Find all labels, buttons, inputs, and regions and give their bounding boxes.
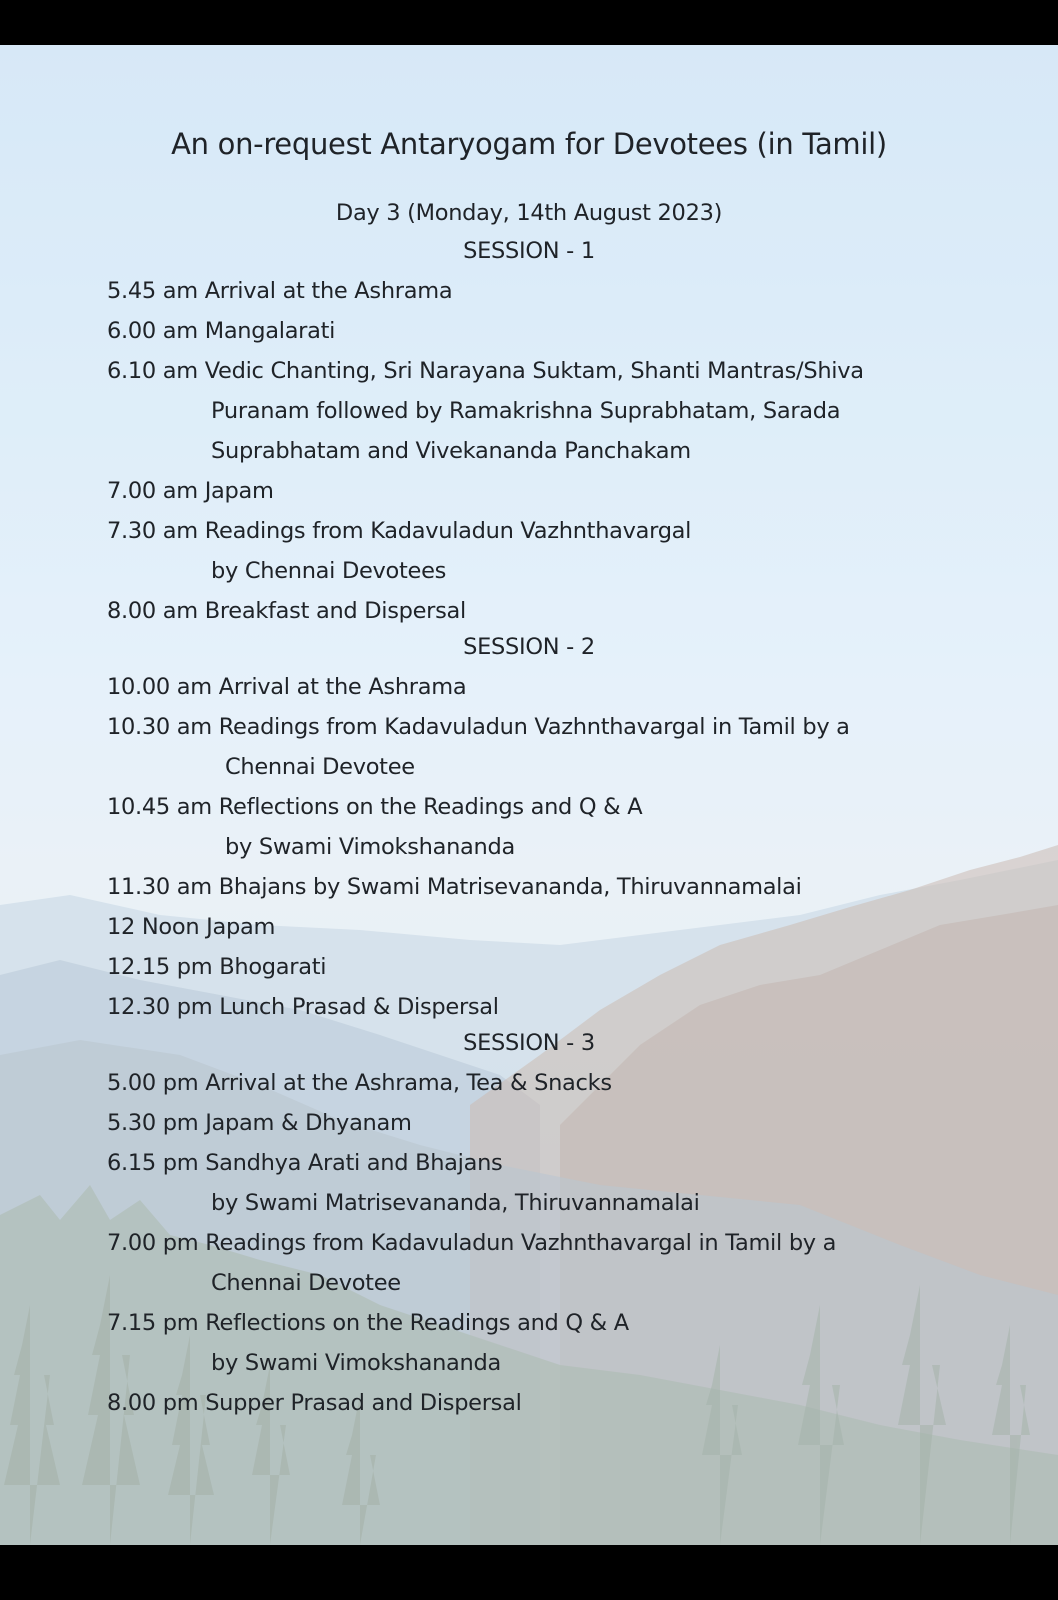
schedule-line: 12.15 pm Bhogarati xyxy=(107,954,327,980)
schedule-line: 7.00 am Japam xyxy=(107,478,274,504)
schedule-item xyxy=(107,787,1007,867)
schedule-line-continuation: Chennai Devotee xyxy=(211,1270,401,1296)
schedule-line: 5.45 am Arrival at the Ashrama xyxy=(107,278,453,304)
schedule-line: 10.00 am Arrival at the Ashrama xyxy=(107,674,467,700)
session-heading: SESSION - 1 xyxy=(463,238,595,264)
schedule-line: 7.30 am Readings from Kadavuladun Vazhnthavargal xyxy=(107,518,692,544)
schedule-item xyxy=(107,591,1007,631)
schedule-line: 10.30 am Readings from Kadavuladun Vazhnthavargal in Tamil by a xyxy=(107,714,850,740)
schedule-item xyxy=(107,1103,1007,1143)
schedule-line: 7.00 pm Readings from Kadavuladun Vazhnthavargal in Tamil by a xyxy=(107,1230,837,1256)
schedule-item xyxy=(107,471,1007,511)
schedule-line-continuation: by Swami Vimokshananda xyxy=(211,1350,501,1376)
schedule-line: 12.30 pm Lunch Prasad & Dispersal xyxy=(107,994,499,1020)
event-title: An on-request Antaryogam for Devotees (in Tamil) xyxy=(171,127,887,161)
schedule-line: 6.15 pm Sandhya Arati and Bhajans xyxy=(107,1150,503,1176)
schedule-line-continuation: by Chennai Devotees xyxy=(211,558,447,584)
schedule-line: 6.00 am Mangalarati xyxy=(107,318,336,344)
schedule-item xyxy=(107,1143,1007,1223)
schedule-line: 10.45 am Reflections on the Readings and Q & A xyxy=(107,794,643,820)
schedule-item xyxy=(107,1223,1007,1303)
schedule-item xyxy=(107,907,1007,947)
schedule-item xyxy=(107,351,1007,471)
schedule-line: 8.00 am Breakfast and Dispersal xyxy=(107,598,466,624)
session-heading: SESSION - 3 xyxy=(463,1030,595,1056)
schedule-line: 5.00 pm Arrival at the Ashrama, Tea & Snacks xyxy=(107,1070,612,1096)
schedule-item xyxy=(107,947,1007,987)
schedule-line: 6.10 am Vedic Chanting, Sri Narayana Suktam, Shanti Mantras/Shiva xyxy=(107,358,864,384)
schedule-item xyxy=(107,1383,1007,1423)
day-subtitle: Day 3 (Monday, 14th August 2023) xyxy=(335,200,723,226)
schedule-line: 7.15 pm Reflections on the Readings and Q & A xyxy=(107,1310,629,1336)
schedule-line-continuation: by Swami Matrisevananda, Thiruvannamalai xyxy=(211,1190,700,1216)
schedule-content xyxy=(0,45,1058,1545)
schedule-item xyxy=(107,667,1007,707)
schedule-item xyxy=(107,311,1007,351)
schedule-line-continuation: by Swami Vimokshananda xyxy=(225,834,515,860)
schedule-item xyxy=(107,987,1007,1027)
session-heading: SESSION - 2 xyxy=(463,634,595,660)
schedule-line-continuation: Suprabhatam and Vivekananda Panchakam xyxy=(211,438,691,464)
schedule-line: 12 Noon Japam xyxy=(107,914,276,940)
schedule-item xyxy=(107,1303,1007,1383)
schedule-item xyxy=(107,511,1007,591)
schedule-item xyxy=(107,271,1007,311)
schedule-line: 11.30 am Bhajans by Swami Matrisevananda, Thiruvannamalai xyxy=(107,874,802,900)
schedule-item xyxy=(107,707,1007,787)
schedule-line-continuation: Puranam followed by Ramakrishna Suprabhatam, Sarada xyxy=(211,398,841,424)
schedule-item xyxy=(107,867,1007,907)
schedule-line-continuation: Chennai Devotee xyxy=(225,754,415,780)
schedule-line: 5.30 pm Japam & Dhyanam xyxy=(107,1110,412,1136)
poster xyxy=(0,45,1058,1545)
schedule-item xyxy=(107,1063,1007,1103)
schedule-line: 8.00 pm Supper Prasad and Dispersal xyxy=(107,1390,522,1416)
